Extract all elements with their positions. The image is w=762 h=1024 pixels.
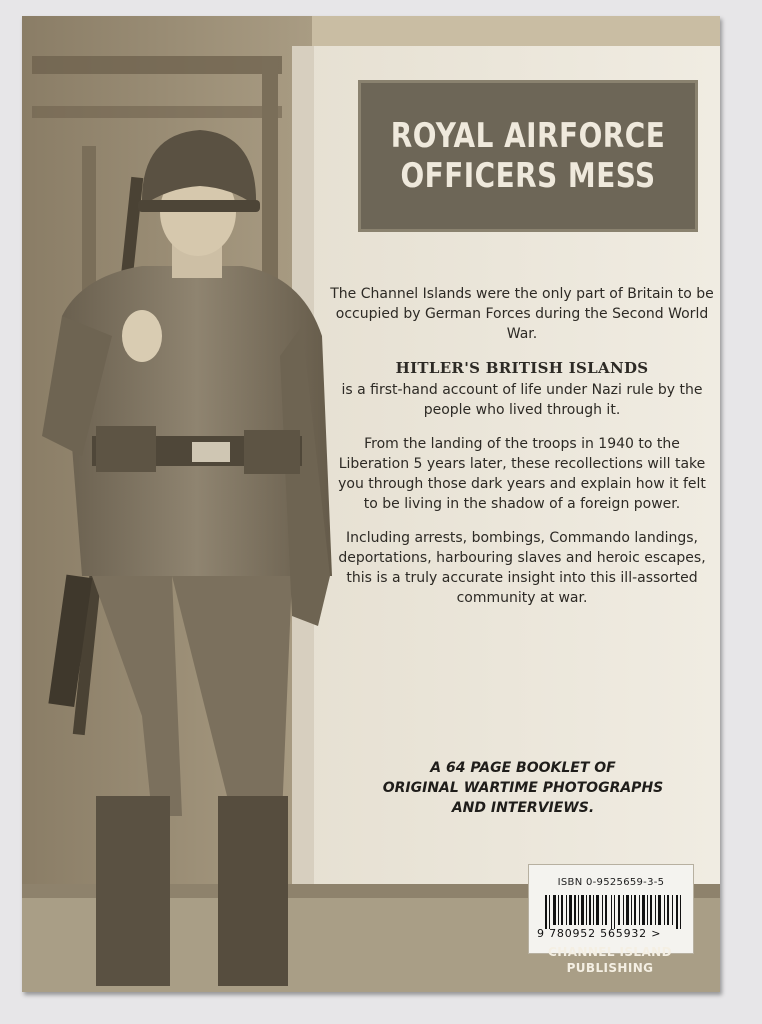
blurb-intro: The Channel Islands were the only part of Britain to be occupied by German Forces during the Second World War. bbox=[330, 286, 714, 342]
isbn-barcode bbox=[528, 864, 694, 954]
promo-line-1: A 64 PAGE BOOKLET OF bbox=[430, 760, 616, 776]
blurb-title-paragraph bbox=[330, 358, 714, 420]
publisher-line-1: CHANNEL ISLAND bbox=[548, 945, 672, 959]
sign-line-2: OFFICERS MESS bbox=[400, 156, 656, 196]
sign-line-1: ROYAL AIRFORCE bbox=[390, 116, 666, 156]
promo-line-3: AND INTERVIEWS. bbox=[451, 800, 595, 816]
publisher-line-2: PUBLISHING bbox=[566, 961, 654, 975]
book-blurb bbox=[330, 284, 714, 622]
blurb-paragraph-3: From the landing of the troops in 1940 to the Liberation 5 years later, these recollections will take you through those dark years and explain how it felt to be living in the shadow of a foreign power. bbox=[338, 436, 706, 512]
book-title: HITLER'S BRITISH ISLANDS bbox=[395, 359, 649, 377]
title-description: is a first-hand account of life under Nazi rule by the people who lived through it. bbox=[341, 382, 703, 418]
booklet-promo bbox=[340, 758, 706, 818]
blurb-paragraph-4: Including arrests, bombings, Commando landings, deportations, harbouring slaves and heroic escapes, this is a truly accurate insight into this ill-assorted community at war. bbox=[338, 530, 706, 606]
publisher-name bbox=[520, 944, 700, 976]
barcode-digits: 9 780952 565932 > bbox=[537, 927, 662, 940]
book-back-cover bbox=[22, 16, 720, 992]
barcode-bars bbox=[545, 895, 683, 929]
isbn-number: ISBN 0-9525659-3-5 bbox=[557, 877, 665, 888]
officers-mess-sign bbox=[358, 80, 698, 232]
promo-line-2: ORIGINAL WARTIME PHOTOGRAPHS bbox=[382, 780, 664, 796]
